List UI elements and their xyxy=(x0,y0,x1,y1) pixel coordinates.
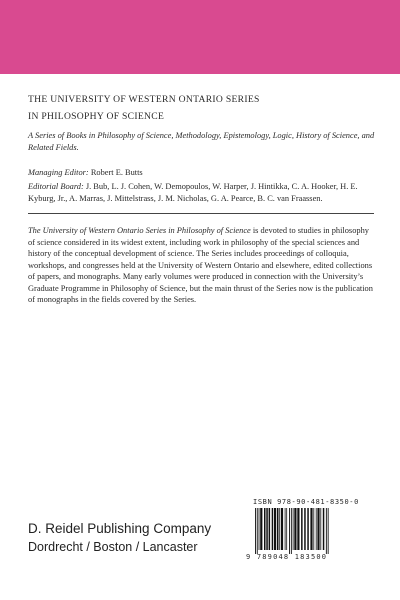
barcode-bar xyxy=(293,508,294,550)
barcode-bar xyxy=(272,508,274,550)
barcode-bar xyxy=(286,508,287,550)
description-body: is devoted to studies in philosophy of science considered in its widest extent, including work in philosophy of the special sciences and history of the conceptual development of science. The Series includes proceedings of colloquia, workshops, and congresses held at the University of Western Ontario and elsewhere, edited collections of papers, and monographs. Many early volumes were produced in connection with the University’s Graduate Programme in Philosophy of Science, but the main thrust of the Series now is the publication of monographs in the fields covered by the Series. xyxy=(28,226,373,304)
series-title-line-1: THE UNIVERSITY OF WESTERN ONTARIO SERIES xyxy=(28,94,260,105)
managing-editor xyxy=(28,167,143,179)
barcode-bar xyxy=(294,508,296,550)
barcode-bar xyxy=(266,508,268,550)
barcode-bar xyxy=(260,508,262,550)
barcode-bar xyxy=(297,508,299,550)
barcode-bar xyxy=(255,508,256,554)
isbn-text: ISBN 978-90-481-8350-0 xyxy=(253,498,359,506)
barcode-bar xyxy=(313,508,314,550)
publisher-block xyxy=(28,519,211,557)
series-description xyxy=(28,225,374,306)
barcode-bar xyxy=(285,508,286,550)
cover-color-band xyxy=(0,0,400,74)
editorial-board xyxy=(28,181,374,205)
barcode-bar xyxy=(281,508,283,550)
description-series-name: The University of Western Ontario Series in Philosophy of Science xyxy=(28,226,251,235)
barcode-bar xyxy=(320,508,321,550)
editorial-board-names: J. Bub, L. J. Cohen, W. Demopoulos, W. Harper, J. Hintikka, C. A. Hooker, H. E. Kyburg, Jr., A. Marras, J. Mittelstrass, J. M. Nicholas, G. A. Pearce, B. C. van Fraassen. xyxy=(28,182,358,203)
barcode-bar xyxy=(328,508,329,554)
publisher-name: D. Reidel Publishing Company xyxy=(28,521,212,536)
barcode-bar xyxy=(259,508,260,550)
managing-editor-label: Managing Editor: xyxy=(28,168,89,177)
series-title-line-2: IN PHILOSOPHY OF SCIENCE xyxy=(28,111,165,122)
barcode-bar xyxy=(301,508,303,550)
barcode-bar xyxy=(317,508,319,550)
barcode-bar xyxy=(316,508,317,550)
barcode-bar xyxy=(323,508,325,550)
barcode-bar xyxy=(291,508,292,554)
series-title xyxy=(28,91,358,125)
barcode-bar xyxy=(269,508,271,550)
barcode-bar xyxy=(279,508,280,550)
publisher-cities: Dordrecht / Boston / Lancaster xyxy=(28,540,198,554)
barcode-bar xyxy=(307,508,309,550)
barcode xyxy=(253,508,365,554)
managing-editor-name: Robert E. Butts xyxy=(90,168,143,177)
barcode-bar xyxy=(304,508,306,550)
barcode-bar xyxy=(277,508,279,550)
editorial-board-label: Editorial Board: xyxy=(28,182,84,191)
barcode-bar xyxy=(326,508,327,554)
barcode-digits: 9 789048 183500 xyxy=(246,553,328,561)
divider-rule xyxy=(28,213,374,214)
barcode-bar xyxy=(289,508,290,554)
barcode-bar xyxy=(257,508,258,554)
series-subtitle: A Series of Books in Philosophy of Science, Methodology, Epistemology, Logic, History of Science, and Related Fields. xyxy=(28,131,375,152)
barcode-bar xyxy=(310,508,312,550)
barcode-bar xyxy=(264,508,266,550)
barcode-bar xyxy=(274,508,276,550)
